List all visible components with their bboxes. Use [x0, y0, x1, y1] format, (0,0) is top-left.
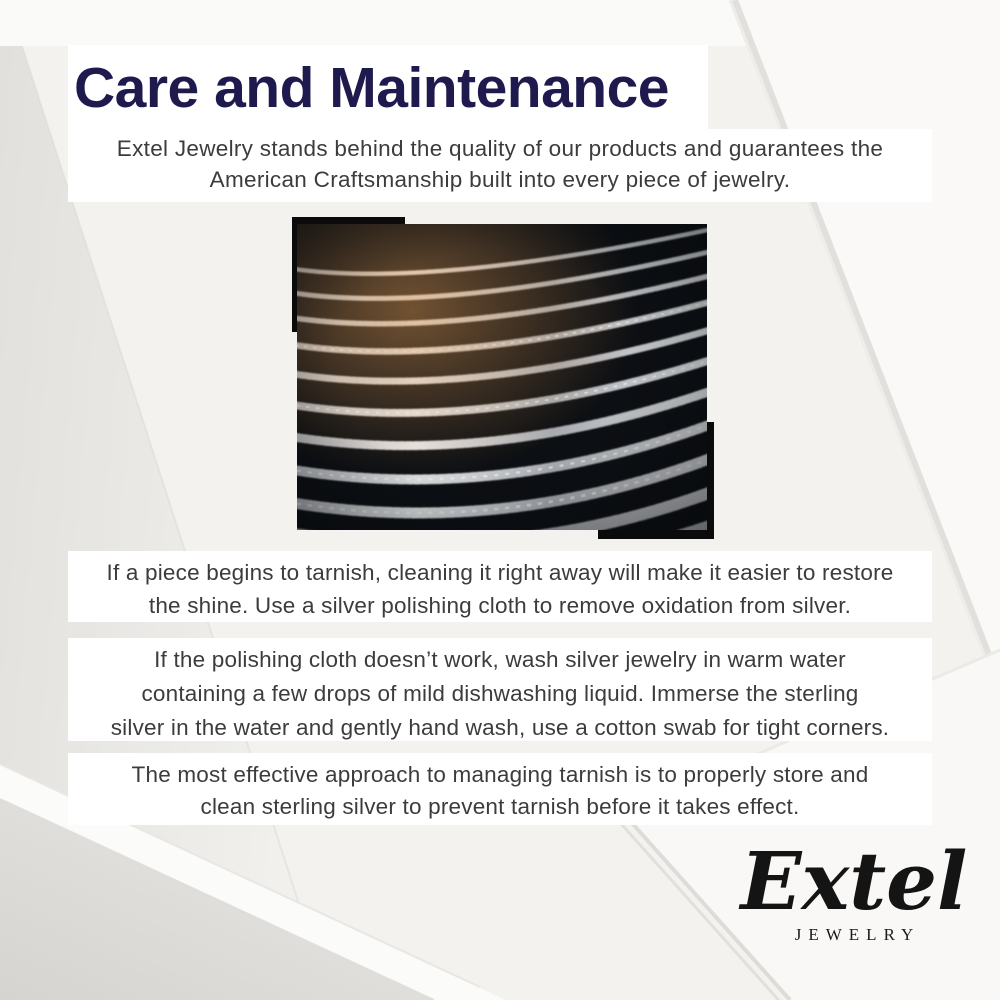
page-title: Care and Maintenance — [74, 56, 670, 120]
paragraph-line: The most effective approach to managing tarnish is to properly store and — [131, 762, 869, 787]
paragraph-line: silver in the water and gently hand wash, use a cotton swab for tight corners. — [110, 715, 890, 740]
paragraph-line: If a piece begins to tarnish, cleaning it right away will make it easier to restore — [106, 560, 894, 585]
paragraph-line: If the polishing cloth doesn’t work, wash silver jewelry in warm water — [154, 647, 846, 672]
paragraph-storage-advice — [68, 753, 932, 825]
header-subtitle-band — [68, 129, 932, 202]
paragraph-washing-instructions — [68, 638, 932, 741]
header-title-band — [68, 45, 708, 129]
paragraph-line: the shine. Use a silver polishing cloth to remove oxidation from silver. — [148, 593, 852, 618]
subtitle-line: American Craftsmanship built into every piece of jewelry. — [209, 167, 791, 192]
brand-logo — [718, 833, 990, 945]
subtitle-line: Extel Jewelry stands behind the quality of our products and guarantees the — [116, 136, 884, 161]
paragraph-tarnish-cleaning — [68, 551, 932, 622]
brand-logo-subtext: JEWELRY — [794, 925, 921, 944]
brand-logo-wordmark: Extel — [740, 834, 968, 928]
silver-chains-photo — [297, 224, 707, 530]
paragraph-line: containing a few drops of mild dishwashing liquid. Immerse the sterling — [141, 681, 859, 706]
paragraph-line: clean sterling silver to prevent tarnish before it takes effect. — [200, 794, 800, 819]
